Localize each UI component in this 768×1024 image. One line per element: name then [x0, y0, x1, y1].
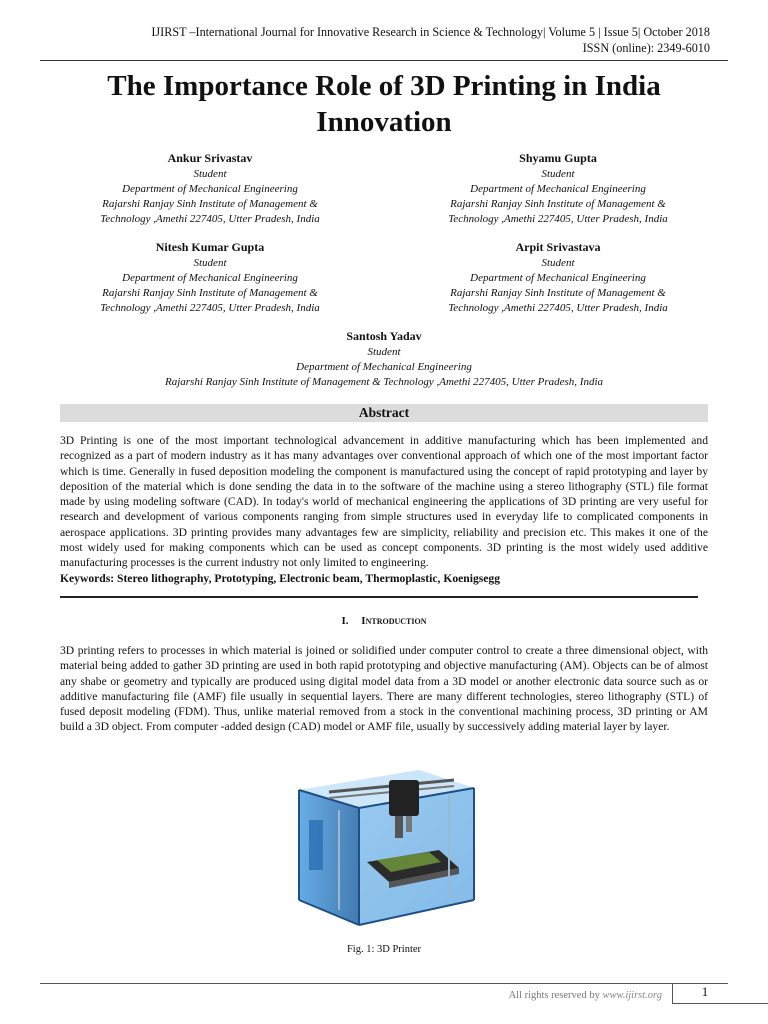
- introduction-body: 3D printing refers to processes in which material is joined or solidified under computer control to create a three dimensional object, with material being added to gather 3D printing are used in both rapid prototyping and objective manufacturing (AM). Objects can be of almost any shabe or geometry and typically are produced using digital model data from a 3D model or another electronic data source such as or additive manufacturing file (AMF) file usually in sequential layers. There are many different technologies, stereo lithography (STL) of fused deposit modeling (FDM). Thus, unlike material removed from a stock in the conventional machining process, 3D printing or AM build a 3D object. From computer -added design (CAD) model or AMF file, usually by successively adding material layer by layer.: [60, 644, 708, 734]
- abstract-section: [60, 433, 708, 586]
- author-address: Technology ,Amethi 227405, Utter Pradesh, India: [448, 213, 668, 225]
- author-card: [60, 150, 360, 227]
- author-department: Department of Mechanical Engineering: [122, 183, 298, 195]
- journal-header: [151, 24, 710, 56]
- footer-corner-line: [738, 1003, 768, 1004]
- author-address: Technology ,Amethi 227405, Utter Pradesh, India: [100, 302, 320, 314]
- author-name: Arpit Srivastava: [515, 240, 601, 254]
- author-card: [84, 328, 684, 390]
- author-institution: Rajarshi Ranjay Sinh Institute of Management &: [450, 287, 666, 299]
- abstract-body: 3D Printing is one of the most important technological advancement in additive manufacturing which has been implemented and recognized as a part of modern industry as it has many advantages over conventional approach of which one of the most important factor which is time. Generally in fused deposition modeling the component is manufactured using the concept of rapid prototyping and layer by deposition of the material which is done sending the data in to the software of the machine using a stereo lithography (STL) file format made by using modeling software (CAD). In today's world of mechanical engineering the applications of 3D printing are very useful for research and development of various components ranging from simple structures used in everyday life to complicated components in aerospace applications. 3D printing provides many advantages few are simplicity, reliability and precision etc. This makes it one of the most widely used for making components which can be used as concept components. 3D printing is the most widely used additive manufacturing processes is the current industry not only limited to engineering.: [60, 434, 708, 570]
- author-department: Department of Mechanical Engineering: [296, 361, 472, 373]
- author-role: Student: [367, 346, 401, 358]
- author-institution: Rajarshi Ranjay Sinh Institute of Management & Technology ,Amethi 227405, Utter Pradesh, India: [164, 376, 604, 388]
- figure-caption: Fig. 1: 3D Printer: [346, 944, 422, 955]
- author-institution: Rajarshi Ranjay Sinh Institute of Management &: [102, 287, 318, 299]
- author-address: Technology ,Amethi 227405, Utter Pradesh, India: [100, 213, 320, 225]
- author-name: Ankur Srivastav: [167, 151, 253, 165]
- author-address: Technology ,Amethi 227405, Utter Pradesh, India: [448, 302, 668, 314]
- author-row: [60, 328, 708, 390]
- author-block: [60, 150, 708, 390]
- author-name: Nitesh Kumar Gupta: [155, 240, 265, 254]
- keywords: Keywords: Stereo lithography, Prototyping, Electronic beam, Thermoplastic, Koenigsegg: [60, 571, 501, 585]
- author-department: Department of Mechanical Engineering: [470, 272, 646, 284]
- author-card: [60, 239, 360, 316]
- author-row: [60, 150, 708, 227]
- 3d-printer-icon: [269, 750, 496, 935]
- author-department: Department of Mechanical Engineering: [122, 272, 298, 284]
- section-title: Introduction: [361, 615, 427, 627]
- section-heading: [0, 615, 768, 627]
- paper-title-line1: The Importance Role of 3D Printing in India: [107, 70, 661, 102]
- footer-url-link[interactable]: www.ijirst.org: [602, 990, 662, 1001]
- figure-3d-printer: [269, 750, 496, 935]
- footer-divider: [40, 983, 728, 984]
- abstract-divider: [60, 596, 698, 598]
- journal-header-line1: IJIRST –International Journal for Innovative Research in Science & Technology| Volume 5 | Issue 5| October 2018: [151, 25, 710, 39]
- page-number: 1: [701, 984, 709, 999]
- author-role: Student: [193, 257, 227, 269]
- author-card: [408, 239, 708, 316]
- header-divider: [40, 60, 728, 61]
- footer-rights-text: All rights reserved by: [508, 990, 603, 1001]
- footer-rights: [509, 990, 662, 1001]
- author-row: [60, 239, 708, 316]
- author-card: [408, 150, 708, 227]
- author-department: Department of Mechanical Engineering: [470, 183, 646, 195]
- paper-title: [60, 68, 708, 140]
- author-role: Student: [541, 257, 575, 269]
- paper-title-line2: Innovation: [316, 106, 452, 138]
- author-name: Santosh Yadav: [346, 329, 422, 343]
- author-institution: Rajarshi Ranjay Sinh Institute of Management &: [102, 198, 318, 210]
- author-institution: Rajarshi Ranjay Sinh Institute of Management &: [450, 198, 666, 210]
- section-number: I.: [341, 615, 349, 627]
- journal-header-issn: ISSN (online): 2349-6010: [582, 41, 710, 55]
- abstract-heading: Abstract: [60, 404, 708, 422]
- author-role: Student: [193, 168, 227, 180]
- author-role: Student: [541, 168, 575, 180]
- author-name: Shyamu Gupta: [519, 151, 597, 165]
